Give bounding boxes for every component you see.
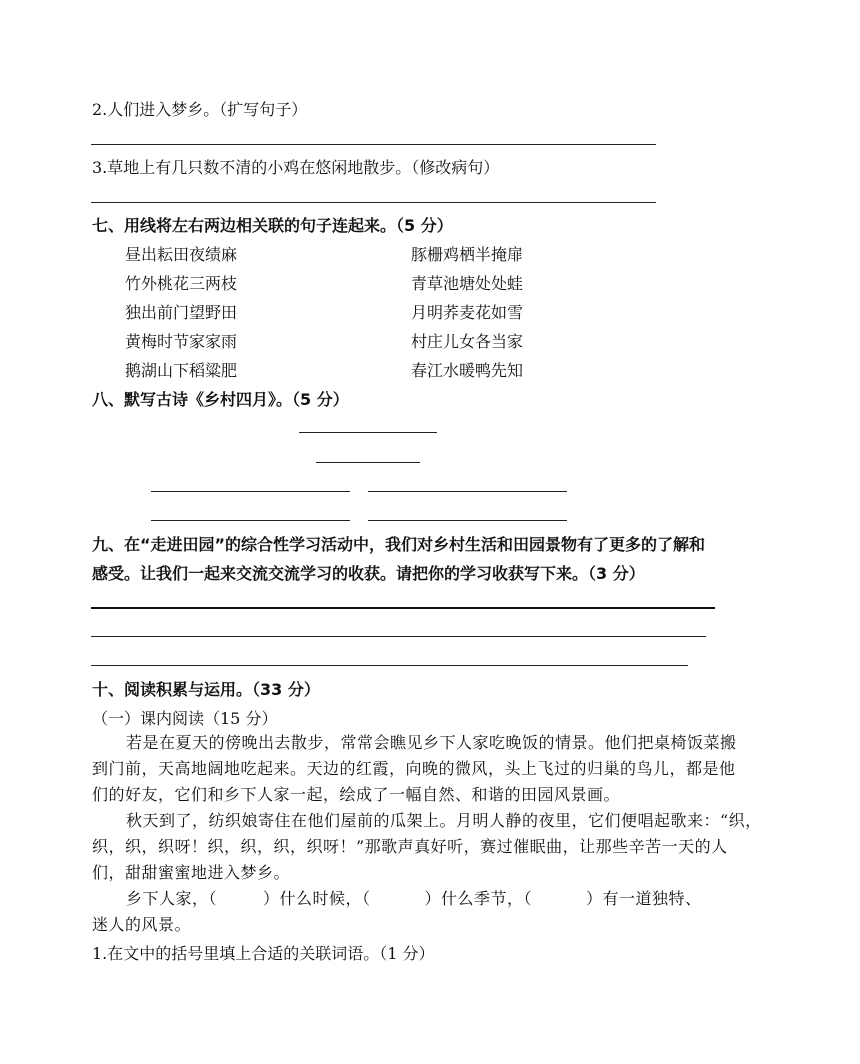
- paragraph-line: 秋天到了，纺织娘寄住在他们屋前的瓜架上。月明人静的夜里，它们便唱起歌来：“织，: [126, 811, 762, 830]
- right-item: 春江水暖鸭先知: [411, 361, 524, 380]
- poem-author-line: [316, 462, 420, 463]
- right-item: 村庄儿女各当家: [411, 332, 524, 351]
- paragraph-line: 到门前，天高地阔地吃起来。天边的红霞，向晚的微风，头上飞过的归巢的鸟儿，都是他: [92, 759, 736, 778]
- right-item: 月明荞麦花如雪: [411, 303, 524, 322]
- left-item: 独出前门望野田: [125, 303, 238, 322]
- blank-sentence-part: ）有一道独特、: [586, 889, 702, 908]
- reading-paragraph-3: [92, 886, 782, 938]
- question-2: 2.人们进入梦乡。（扩写句子）: [92, 100, 308, 119]
- section-9-line-2: 感受。让我们一起来交流交流学习的收获。请把你的学习收获写下来。（3 分）: [92, 564, 645, 583]
- section-7-title: 七、用线将左右两边相关联的句子连起来。（5 分）: [92, 216, 453, 235]
- paragraph-line: 们，甜甜蜜蜜地进入梦乡。: [92, 863, 291, 882]
- paragraph-line: 迷人的风景。: [92, 915, 192, 934]
- section-10-title: 十、阅读积累与运用。（33 分）: [92, 680, 320, 699]
- blank-sentence-part: ）什么季节，（: [424, 889, 533, 908]
- left-item: 竹外桃花三两枝: [125, 274, 238, 293]
- answer-line: [91, 202, 656, 203]
- answer-line: [91, 636, 706, 637]
- poem-line: [368, 520, 567, 521]
- left-item: 鹅湖山下稻粱肥: [125, 361, 238, 380]
- subsection-title: （一）课内阅读（15 分）: [92, 709, 278, 728]
- blank-sentence-part: ）什么时候，（: [263, 889, 371, 908]
- right-item: 豚栅鸡栖半掩扉: [411, 245, 524, 264]
- question-3: 3.草地上有几只数不清的小鸡在悠闲地散步。（修改病句）: [92, 158, 500, 177]
- answer-line: [91, 665, 688, 666]
- answer-line: [91, 144, 656, 145]
- section-8-title: 八、默写古诗《乡村四月》。（5 分）: [92, 390, 349, 409]
- reading-question-1: 1.在文中的括号里填上合适的关联词语。（1 分）: [92, 944, 435, 963]
- left-item: 昼出耘田夜绩麻: [125, 245, 238, 264]
- paragraph-line: 若是在夏天的傍晚出去散步，常常会瞧见乡下人家吃晚饭的情景。他们把桌椅饭菜搬: [126, 733, 737, 752]
- poem-line: [151, 520, 350, 521]
- blank-sentence-part: 乡下人家，（: [126, 889, 218, 908]
- paragraph-line: [92, 886, 782, 912]
- poem-title-line: [299, 432, 437, 433]
- paragraph-line: 们的好友，它们和乡下人家一起，绘成了一幅自然、和谐的田园风景画。: [92, 785, 621, 804]
- section-9-line-1: 九、在“走进田园”的综合性学习活动中，我们对乡村生活和田园景物有了更多的了解和: [92, 535, 706, 554]
- left-item: 黄梅时节家家雨: [125, 332, 238, 351]
- paragraph-line: 织，织，织呀！织，织，织，织呀！”那歌声真好听，赛过催眠曲，让那些辛苦一天的人: [92, 837, 728, 856]
- answer-line: [91, 607, 715, 609]
- right-item: 青草池塘处处蛙: [411, 274, 524, 293]
- reading-paragraph-1: [92, 730, 782, 808]
- poem-line: [151, 491, 350, 492]
- reading-paragraph-2: [92, 808, 782, 886]
- poem-line: [368, 491, 567, 492]
